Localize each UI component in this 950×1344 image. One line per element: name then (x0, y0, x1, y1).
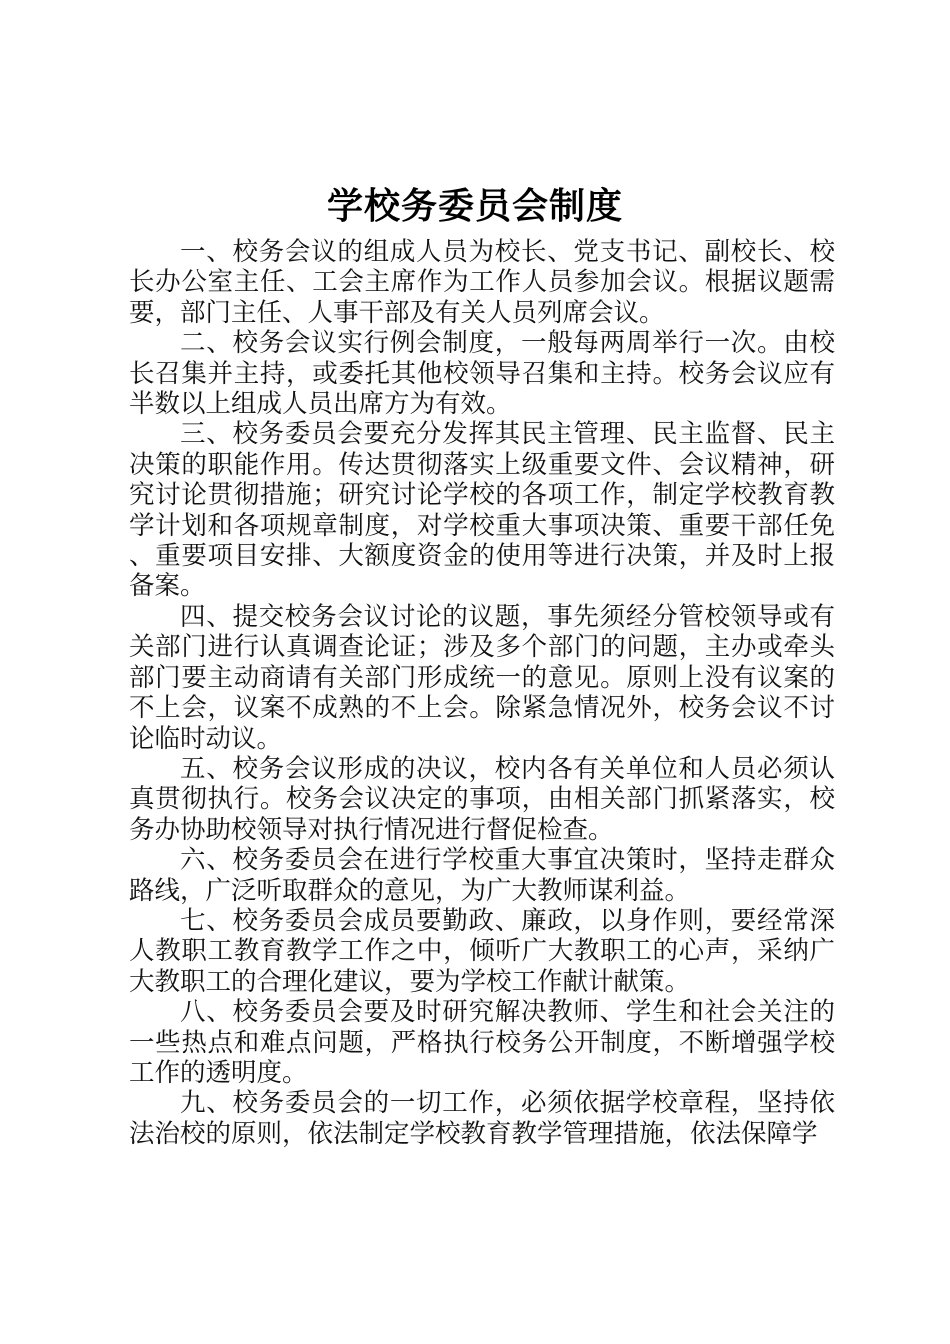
paragraph-9: 九、校务委员会的一切工作，必须依据学校章程，坚持依法治校的原则，依法制定学校教育教学管理措施，依法保障学 (129, 1088, 835, 1149)
paragraph-1: 一、校务会议的组成人员为校长、党支书记、副校长、校长办公室主任、工会主席作为工作人员参加会议。根据议题需要，部门主任、人事干部及有关人员列席会议。 (129, 237, 835, 328)
paragraph-7: 七、校务委员会成员要勤政、廉政，以身作则，要经常深人教职工教育教学工作之中，倾听广大教职工的心声，采纳广大教职工的合理化建议，要为学校工作献计献策。 (129, 905, 835, 997)
paragraph-3: 三、校务委员会要充分发挥其民主管理、民主监督、民主决策的职能作用。传达贯彻落实上级重要文件、会议精神，研究讨论贯彻措施；研究讨论学校的各项工作，制定学校教育教学计划和各项规章制度，对学校重大事项决策、重要干部任免、重要项目安排、大额度资金的使用等进行决策，并及时上报备案。 (129, 419, 835, 602)
paragraph-8: 八、校务委员会要及时研究解决教师、学生和社会关注的一些热点和难点问题，严格执行校务公开制度，不断增强学校工作的透明度。 (129, 997, 835, 1088)
paragraph-5: 五、校务会议形成的决议，校内各有关单位和人员必须认真贯彻执行。校务会议决定的事项，由相关部门抓紧落实，校务办协助校领导对执行情况进行督促检查。 (129, 753, 835, 845)
paragraph-6: 六、校务委员会在进行学校重大事宜决策时，坚持走群众路线，广泛听取群众的意见，为广大教师谋利益。 (129, 845, 835, 906)
document-title: 学校务委员会制度 (326, 186, 623, 227)
document-body (129, 237, 835, 1149)
paragraph-4: 四、提交校务会议讨论的议题，事先须经分管校领导或有关部门进行认真调查论证；涉及多个部门的问题，主办或牵头部门要主动商请有关部门形成统一的意见。原则上没有议案的不上会，议案不成熟的不上会。除紧急情况外，校务会议不讨论临时动议。 (129, 601, 835, 754)
paragraph-2: 二、校务会议实行例会制度，一般每两周举行一次。由校长召集并主持，或委托其他校领导召集和主持。校务会议应有半数以上组成人员出席方为有效。 (129, 328, 835, 420)
